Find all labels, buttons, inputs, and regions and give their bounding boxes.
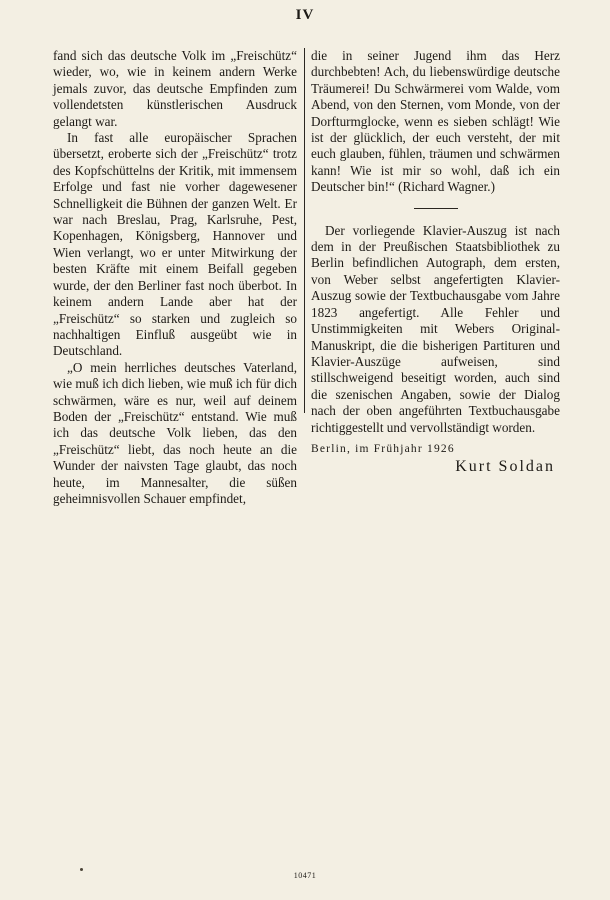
left-paragraph-3: „O mein herrliches deutsches Vaterland, wie muß ich dich lieben, wie muß ich für dich schwärmen, wäre es nur, weil auf deinem Boden der „Freischütz“ entstand. Wie muß ich das deutsche Volk lieben, das den „Freischütz“ liebt, das noch heute an die Wunder der naivsten Tage glaubt, das noch heute, im Mannesalter, die süßen geheimnisvollen Schauer empfindet, [53,359,297,506]
left-paragraph-2: In fast alle europäischer Sprachen übersetzt, eroberte sich der „Freischütz“ trotz des Kopfschüttelns der Kritik, mit immensem Erfolge und fast nie vorher dagewesener Schnelligkeit die Bühnen der ganzen Welt. Er war nach Breslau, Prag, Karlsruhe, Pest, Kopenhagen, Königsberg, Hannover und Wien verlangt, wo er unter Mitwirkung der besten Kräfte mit einem Beifall gegeben wurde, der den Berliner fast noch überbot. In keinem andern Lande aber hat der „Freischütz“ so starken und zugleich so nachhaltigen Einfluß ausgeübt wie in Deutschland. [53,130,297,359]
plate-number: 10471 [293,871,317,880]
place-date: Berlin, im Frühjahr 1926 [311,442,455,455]
left-paragraph-1: fand sich das deutsche Volk im „Freischütz“ wieder, wo, wie in keinem andern Werke jemals zuvor, das deutsche Empfinden zum vollendetsten künstlerischen Ausdruck gelangt war. [53,48,297,129]
editorial-note: Der vorliegende Klavier-Auszug ist nach dem in der Preußischen Staatsbibliothek zu Berlin befindlichen Autograph, dem ersten, von Weber selbst angefertigten Klavier-Auszug sowie der Textbuchausgabe vom Jahre 1823 angefertigt. Alle Fehler und Unstimmigkeiten mit Webers Original-Manuskript, die die bisherigen Partituren und Klavier-Auszüge aufweisen, sind stillschweigend beseitigt worden, auch sind die szenischen Angaben, sowie der Dialog nach der oben angeführten Textbuchausgabe richtiggestellt und vervollständigt worden. [311,222,560,435]
section-divider [414,208,458,209]
author-signature: Kurt Soldan [455,458,555,476]
page-number: IV [295,7,315,23]
right-column [311,48,560,476]
left-column [53,48,305,506]
wagner-quote-continuation: die in seiner Jugend ihm das Herz durchbebten! Ach, du liebenswürdige deutsche Träumerei! Du Schwärmerei vom Walde, vom Abend, von den Sternen, vom Monde, von der Dorfturmglocke, wenn es sieben schlägt! Wie ist der glücklich, der euch versteht, der mit euch glauben, fühlen, träumen und schwärmen kann! Wie ist mir so wohl, daß ich ein Deutscher bin!“ (Richard Wagner.) [311,48,560,195]
